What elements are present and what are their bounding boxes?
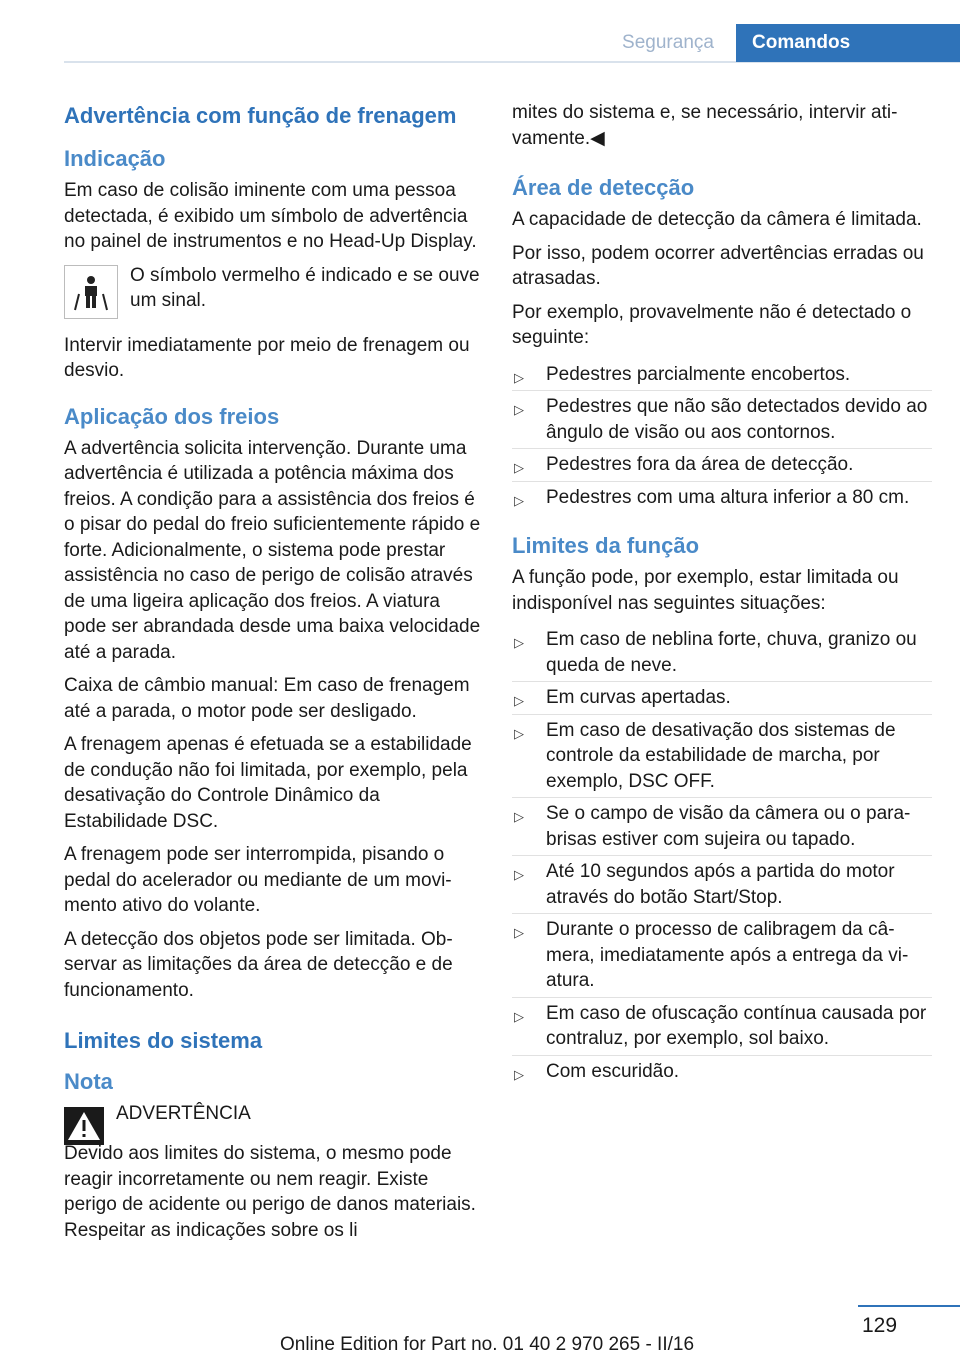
triangle-bullet-icon: ▷	[514, 460, 524, 475]
list-item: ▷ Pedestres que não são detectados devido ao ângulo de visão ou aos contornos.	[512, 390, 932, 448]
triangle-bullet-icon: ▷	[514, 809, 524, 824]
footer-edition: Online Edition for Part no. 01 40 2 970 265 - II/16	[279, 1334, 695, 1355]
list-area	[512, 359, 932, 514]
list-limites	[512, 624, 932, 1087]
list-item: ▷ Se o campo de visão da câmera ou o para-brisas estiver com sujeira ou tapado.	[512, 797, 932, 855]
paragraph: A advertência solicita intervenção. Durante uma advertência é utilizada a potência máxima dos freios. A condição para a assistência dos freios é o pisar do pedal do freio suficientemente rápido e forte. Adicionalmente, o sistema pode prestar assistência no caso de perigo de colisão através de uma ligeira aplicação dos freios. A viatura pode ser abrandada desde uma baixa velocidade até a parada.	[64, 437, 481, 663]
paragraph: A capacidade de detecção da câmera é limitada.	[512, 209, 922, 230]
triangle-bullet-icon: ▷	[514, 867, 524, 882]
list-item: ▷ Em caso de desativação dos sistemas de controle da estabilidade de marcha, por exemplo, DSC OFF.	[512, 714, 932, 798]
heading-limites-funcao: Limites da função	[512, 533, 700, 558]
left-column	[64, 100, 482, 1251]
paragraph: Por exemplo, provavelmente não é detectado o seguinte:	[512, 301, 912, 348]
paragraph: A detecção dos objetos pode ser limitada. Observar as limitações da área de detecção e de funcionamento.	[64, 928, 453, 1001]
list-item: ▷ Em caso de ofuscação contínua causada por contraluz, por exemplo, sol baixo.	[512, 997, 932, 1055]
paragraph: A frenagem pode ser interrompida, pisando o pedal do acelerador ou mediante de um movimento ativo do volante.	[64, 844, 452, 916]
paragraph: mites do sistema e, se necessário, intervir ativamente.◀	[512, 102, 898, 149]
warning-label: ADVERTÊNCIA	[116, 1103, 251, 1124]
triangle-bullet-icon: ▷	[514, 1008, 524, 1024]
icon-note	[64, 263, 482, 319]
page-number: 129	[862, 1314, 898, 1337]
paragraph: A função pode, por exemplo, estar limitada ou indisponível nas seguintes situações:	[512, 567, 899, 614]
warning-block	[64, 1101, 482, 1145]
right-column	[512, 100, 932, 1093]
heading-area-deteccao: Área de detecção	[512, 175, 695, 200]
triangle-bullet-icon: ▷	[514, 693, 524, 708]
warning-body: Devido aos limites do sistema, o mesmo pode reagir incorretamente ou nem reagir. Existe perigo de acidente ou perigo de danos materiais. Respeitar as indicações sobre os li	[64, 1143, 476, 1241]
list-item: ▷ Até 10 segundos após a partida do motor através do botão Start/Stop.	[512, 855, 932, 913]
warning-text	[116, 1101, 251, 1145]
paragraph: Caixa de câmbio manual: Em caso de frenagem até a parada, o motor pode ser desligado.	[64, 675, 470, 722]
paragraph: Por isso, podem ocorrer advertências erradas ou atrasadas.	[512, 242, 924, 289]
section-title: Advertência com função de frenagem	[64, 103, 457, 128]
list-item: ▷ Durante o processo de calibragem da câmera, imediatamente após a entrega da viatura.	[512, 913, 932, 997]
heading-aplicacao: Aplicação dos freios	[64, 403, 280, 429]
list-item: ▷ Em curvas apertadas.	[512, 681, 932, 714]
list-item: ▷ Com escuridão.	[512, 1055, 932, 1088]
paragraph: Intervir imediatamente por meio de frenagem ou desvio.	[64, 334, 470, 381]
list-item: ▷ Pedestres com uma altura inferior a 80 cm.	[512, 481, 932, 514]
heading-limites-sistema: Limites do sistema	[64, 1028, 263, 1053]
tab-seguranca[interactable]: Segurança	[622, 32, 714, 53]
triangle-bullet-icon: ▷	[514, 402, 524, 417]
warning-triangle-icon	[64, 1107, 104, 1145]
list-item: ▷ Em caso de neblina forte, chuva, granizo ou queda de neve.	[514, 629, 917, 676]
tab-comandos[interactable]: Comandos	[736, 24, 960, 62]
list-item: ▷ Pedestres fora da área de detecção.	[512, 448, 932, 481]
triangle-bullet-icon: ▷	[514, 725, 524, 741]
triangle-bullet-icon: ▷	[514, 635, 524, 650]
paragraph: Em caso de colisão iminente com uma pessoa detectada, é exibido um símbolo de advertência no painel de instrumentos e no Head-Up Display.	[64, 180, 477, 252]
triangle-bullet-icon: ▷	[514, 369, 524, 385]
heading-indicacao: Indicação	[64, 146, 166, 171]
triangle-bullet-icon: ▷	[514, 492, 524, 508]
footer-rule	[858, 1305, 960, 1307]
list-item: ▷ Pedestres parcialmente encobertos.	[512, 359, 932, 391]
pedestrian-warning-icon	[64, 265, 118, 319]
triangle-bullet-icon: ▷	[514, 1066, 524, 1082]
triangle-bullet-icon: ▷	[514, 925, 524, 940]
paragraph: A frenagem apenas é efetuada se a estabilidade de condução não foi limitada, por exemplo, pela desativação do Controle Dinâmico da Estabilidade DSC.	[64, 734, 472, 832]
heading-nota: Nota	[64, 1069, 113, 1094]
icon-text: O símbolo vermelho é indicado e se ouve um sinal.	[130, 264, 480, 311]
